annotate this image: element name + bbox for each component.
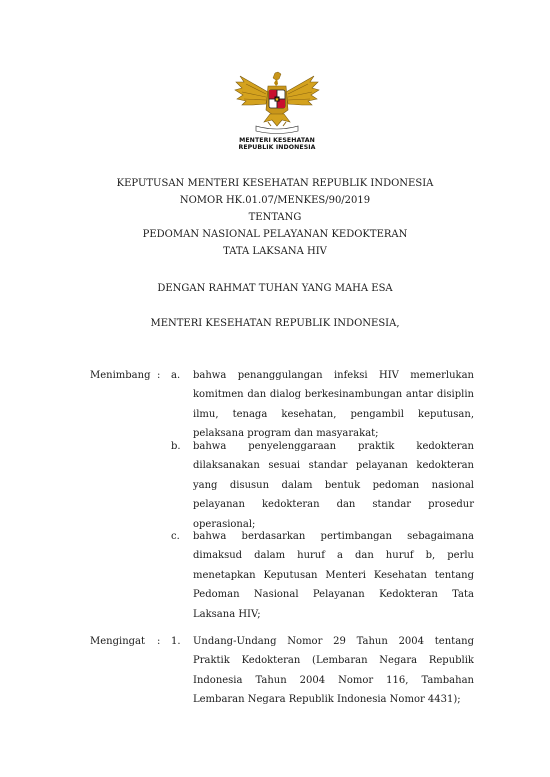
emblem-caption-line1: MENTERI KESEHATAN bbox=[239, 137, 315, 144]
decree-subject-line1: PEDOMAN NASIONAL PELAYANAN KEDOKTERAN bbox=[142, 229, 408, 240]
decree-subject-line2: TATA LAKSANA HIV bbox=[223, 246, 327, 257]
menimbang-label: Menimbang bbox=[90, 370, 151, 381]
decree-about: TENTANG bbox=[248, 212, 302, 223]
mengingat-label: Mengingat bbox=[90, 636, 146, 647]
issuer: MENTERI KESEHATAN REPUBLIK INDONESIA, bbox=[150, 318, 400, 329]
menimbang-marker-c: c. bbox=[171, 531, 180, 542]
menimbang-item-b: bahwa penyelenggaraan praktik kedokteran dilaksanakan sesuai standar pelayanan kedokteran yang disusun dalam bentuk pedoman nasional pelayanan kedokteran dan standar prosedur operasional; bbox=[193, 441, 474, 530]
garuda-emblem-icon bbox=[232, 70, 322, 134]
mengingat-item-1: Undang-Undang Nomor 29 Tahun 2004 tentang Praktik Kedokteran (Lembaran Negara Republik Indonesia Tahun 2004 Nomor 116, Tambahan Lembaran Negara Republik Indonesia Nomor 4431); bbox=[193, 636, 474, 706]
emblem-caption bbox=[225, 137, 329, 151]
mengingat-colon: : bbox=[157, 636, 161, 647]
menimbang-marker-b: b. bbox=[171, 441, 181, 452]
decree-title: KEPUTUSAN MENTERI KESEHATAN REPUBLIK INDONESIA bbox=[116, 178, 434, 189]
mengingat-marker-1: 1. bbox=[171, 636, 181, 647]
menimbang-item-c: bahwa berdasarkan pertimbangan sebagaimana dimaksud dalam huruf a dan huruf b, perlu menetapkan Keputusan Menteri Kesehatan tentang Pedoman Nasional Pelayanan Kedokteran Tata Laksana HIV; bbox=[193, 531, 474, 620]
menimbang-item-a: bahwa penanggulangan infeksi HIV memerlukan komitmen dan dialog berkesinambungan antar disiplin ilmu, tenaga kesehatan, pengambil keputusan, pelaksana program dan masyarakat; bbox=[193, 370, 474, 440]
preamble: DENGAN RAHMAT TUHAN YANG MAHA ESA bbox=[157, 283, 393, 294]
menimbang-marker-a: a. bbox=[171, 370, 181, 381]
decree-number: NOMOR HK.01.07/MENKES/90/2019 bbox=[179, 195, 371, 206]
emblem-caption-line2: REPUBLIK INDONESIA bbox=[238, 144, 316, 151]
menimbang-colon: : bbox=[157, 370, 161, 381]
